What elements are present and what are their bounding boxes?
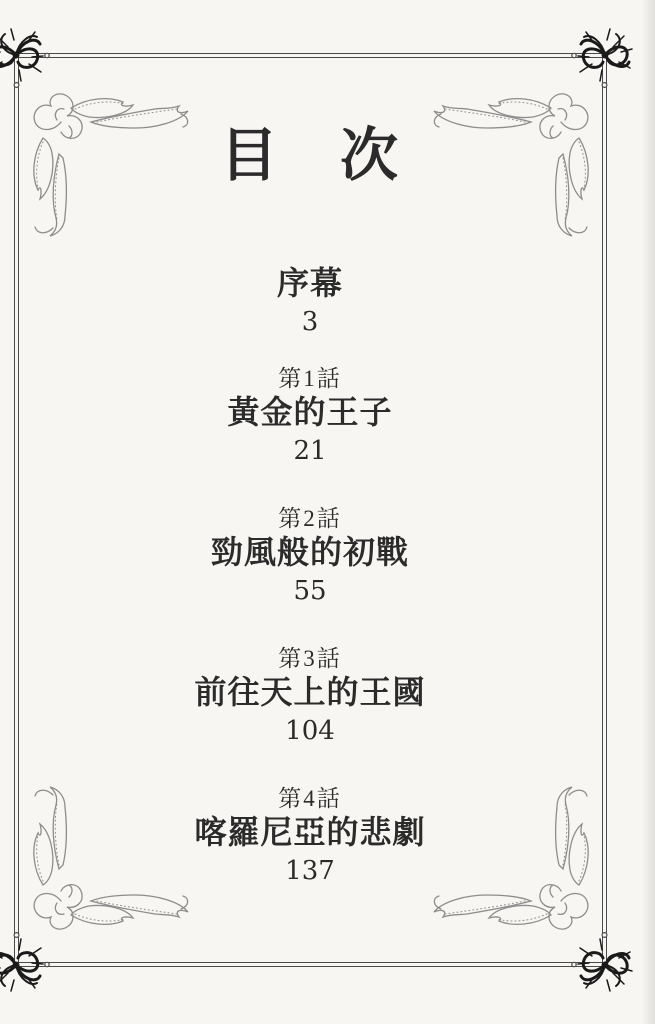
page-number: 3 xyxy=(301,307,319,337)
chapter-label: 第1話 xyxy=(278,366,342,391)
chapter-label: 第2話 xyxy=(278,506,342,531)
chapter-title: 黃金的王子 xyxy=(227,394,393,430)
page-number: 21 xyxy=(293,436,327,466)
chapter-title: 喀羅尼亞的悲劇 xyxy=(194,814,426,850)
chapter-label: 第3話 xyxy=(278,646,342,671)
toc-entry-1 xyxy=(15,360,605,466)
toc-content xyxy=(15,0,605,1024)
page-number: 137 xyxy=(285,856,335,886)
chapter-label: 第4話 xyxy=(278,786,342,811)
toc-entry-prologue xyxy=(15,231,605,337)
page-number: 104 xyxy=(285,716,335,746)
toc-entry-4 xyxy=(15,780,605,886)
page-number: 55 xyxy=(293,576,327,606)
toc-entry-3 xyxy=(15,640,605,746)
chapter-title: 序幕 xyxy=(276,265,343,301)
chapter-title: 勁風般的初戰 xyxy=(210,534,409,570)
toc-entry-2 xyxy=(15,500,605,606)
chapter-title: 前往天上的王國 xyxy=(194,674,426,710)
chapter-label xyxy=(15,231,605,264)
page-title: 目 次 xyxy=(219,123,400,188)
